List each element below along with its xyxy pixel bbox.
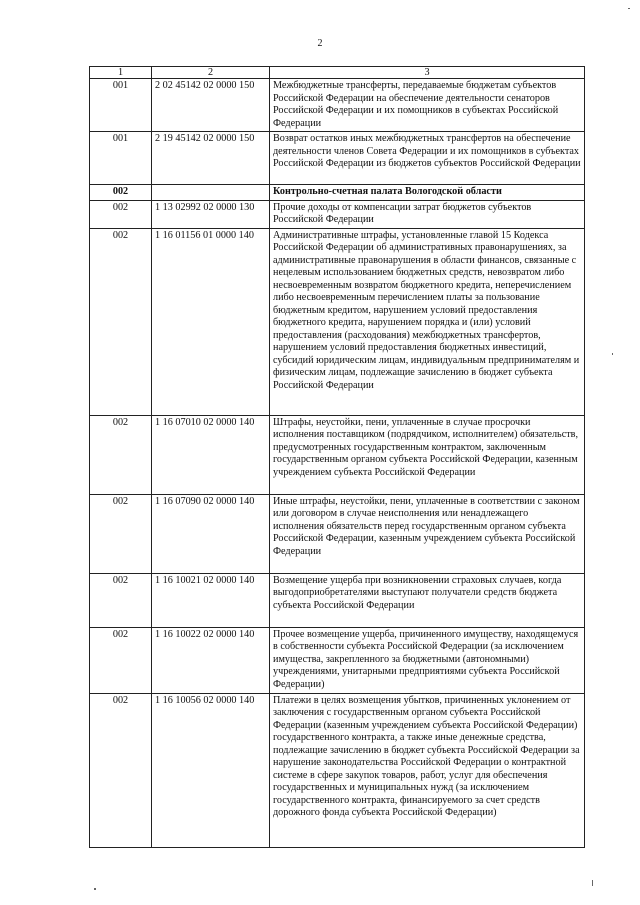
admin-code-cell: 002: [90, 228, 152, 415]
table-row: [90, 228, 585, 415]
admin-code-cell: 002: [90, 200, 152, 228]
section-title-cell: Контрольно-счетная палата Вологодской области: [270, 185, 585, 201]
admin-code-cell: 002: [90, 573, 152, 627]
table-row: [90, 573, 585, 627]
admin-code-cell: 001: [90, 132, 152, 185]
description-cell: Возврат остатков иных межбюджетных трансфертов на обеспечение деятельности членов Совета Федерации и их помощников в субъектах Российской Федерации из бюджетов субъектов Российской Федерации: [270, 132, 585, 185]
admin-code-cell: 002: [90, 415, 152, 494]
table-row: [90, 627, 585, 693]
budget-code-cell: 1 16 01156 01 0000 140: [152, 228, 270, 415]
table-row: [90, 132, 585, 185]
description-cell: Платежи в целях возмещения убытков, причиненных уклонением от заключения с государственным органом субъекта Российской Федерации (казенным учреждением субъекта Российской Федерации) государственного контракта, а также иные денежные средства, подлежащие зачислению в бюджет субъекта Российской Федерации за нарушение законодательства Российской Федерации о контрактной системе в сфере закупок товаров, работ, услуг для обеспечения государственных и муниципальных нужд (за исключением государственного контракта, финансируемого за счет средств дорожного фонда субъекта Российской Федерации): [270, 693, 585, 847]
column-header-2: 2: [152, 67, 270, 79]
budget-code-cell: 1 16 07010 02 0000 140: [152, 415, 270, 494]
description-cell: Прочее возмещение ущерба, причиненного имуществу, находящемуся в собственности субъекта Российской Федерации (за исключением имущества, закрепленного за бюджетными (автономными) учреждениями, унитарными предприятиями субъекта Российской Федерации): [270, 627, 585, 693]
scan-speck: [612, 353, 613, 355]
column-header-1: 1: [90, 67, 152, 79]
budget-code-cell: 2 02 45142 02 0000 150: [152, 79, 270, 132]
column-header-3: 3: [270, 67, 585, 79]
page-number: 2: [317, 38, 323, 49]
budget-code-cell: 1 16 10056 02 0000 140: [152, 693, 270, 847]
admin-code-cell: 002: [90, 627, 152, 693]
table-header-row: [90, 67, 585, 79]
revenue-codes-table: [89, 66, 585, 848]
budget-code-cell: [152, 185, 270, 201]
table-row: [90, 494, 585, 573]
budget-code-cell: 1 16 10022 02 0000 140: [152, 627, 270, 693]
description-cell: Возмещение ущерба при возникновении страховых случаев, когда выгодоприобретателями выступают получатели средств бюджета субъекта Российской Федерации: [270, 573, 585, 627]
scan-speck: [94, 888, 96, 890]
budget-code-cell: 1 16 10021 02 0000 140: [152, 573, 270, 627]
description-cell: Прочие доходы от компенсации затрат бюджетов субъектов Российской Федерации: [270, 200, 585, 228]
table-row: [90, 79, 585, 132]
scan-speck: [592, 880, 593, 886]
budget-code-cell: 1 13 02992 02 0000 130: [152, 200, 270, 228]
admin-code-cell: 002: [90, 693, 152, 847]
budget-code-cell: 2 19 45142 02 0000 150: [152, 132, 270, 185]
description-cell: Административные штрафы, установленные главой 15 Кодекса Российской Федерации об административных правонарушениях, за административные правонарушения в области финансов, связанные с нецелевым использованием бюджетных средств, невозвратом либо несвоевременным возвратом бюджетного кредита, неперечислением либо несвоевременным перечислением платы за пользование бюджетным кредитом, нарушением условий предоставления бюджетного кредита, нарушением порядка и (или) условий предоставления (расходования) межбюджетных трансфертов, нарушением условий предоставления бюджетных инвестиций, субсидий юридическим лицам, индивидуальным предпринимателям и физическим лицам, подлежащие зачислению в бюджет субъекта Российской Федерации: [270, 228, 585, 415]
admin-code-cell: 002: [90, 185, 152, 201]
table-row: [90, 693, 585, 847]
table-row: [90, 415, 585, 494]
admin-code-cell: 002: [90, 494, 152, 573]
scan-speck: [628, 8, 630, 9]
section-header-row: [90, 185, 585, 201]
admin-code-cell: 001: [90, 79, 152, 132]
description-cell: Межбюджетные трансферты, передаваемые бюджетам субъектов Российской Федерации на обеспечение деятельности сенаторов Российской Федерации и их помощников в субъектах Российской Федерации: [270, 79, 585, 132]
table-row: [90, 200, 585, 228]
description-cell: Штрафы, неустойки, пени, уплаченные в случае просрочки исполнения поставщиком (подрядчиком, исполнителем) обязательств, предусмотренных государственным контрактом, заключенным государственным органом субъекта Российской Федерации, казенным учреждением субъекта Российской Федерации: [270, 415, 585, 494]
budget-code-cell: 1 16 07090 02 0000 140: [152, 494, 270, 573]
description-cell: Иные штрафы, неустойки, пени, уплаченные в соответствии с законом или договором в случае неисполнения или ненадлежащего исполнения обязательств перед государственным органом субъекта Российской Федерации, казенным учреждением субъекта Российской Федерации: [270, 494, 585, 573]
